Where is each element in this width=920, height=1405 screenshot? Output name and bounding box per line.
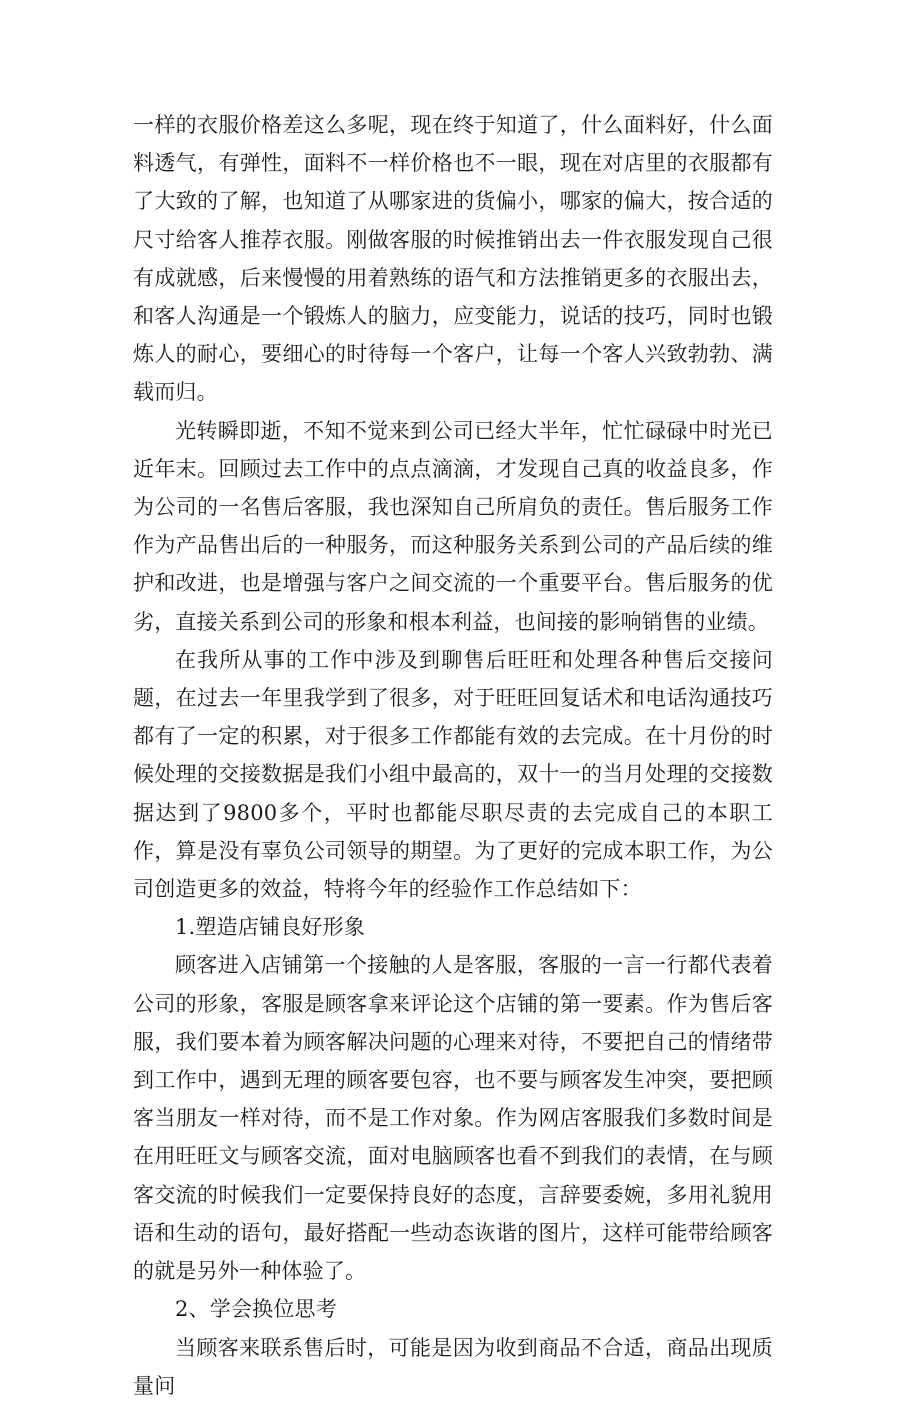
section-heading-store-image: 1.塑造店铺良好形象 xyxy=(175,915,366,940)
paragraph-empathy: 当顾客来联系售后时，可能是因为收到商品不合适，商品出现质量问 xyxy=(133,1335,773,1398)
document-body xyxy=(133,106,773,1405)
section-heading-empathy: 2、学会换位思考 xyxy=(175,1297,337,1322)
paragraph-year-review: 光转瞬即逝，不知不觉来到公司已经大半年，忙忙碌碌中时光已近年末。回顾过去工作中的点点滴滴，才发现自己真的收益良多，作为公司的一名售后客服，我也深知自己所肩负的责任。售后服务工作作为产品售出后的一种服务，而这种服务关系到公司的产品后续的维护和改进，也是增强与客户之间交流的一个重要平台。售后服务的优劣，直接关系到公司的形象和根本利益，也间接的影响销售的业绩。 xyxy=(133,418,773,634)
paragraph-continued: 一样的衣服价格差这么多呢，现在终于知道了，什么面料好，什么面料透气，有弹性，面料不一样价格也不一眼，现在对店里的衣服都有了大致的了解，也知道了从哪家进的货偏小，哪家的偏大，按合适的尺寸给客人推荐衣服。刚做客服的时候推销出去一件衣服发现自己很有成就感，后来慢慢的用着熟练的语气和方法推销更多的衣服出去，和客人沟通是一个锻炼人的脑力，应变能力，说话的技巧，同时也锻炼人的耐心，要细心的时待每一个客户，让每一个客人兴致勃勃、满载而归。 xyxy=(133,113,773,405)
paragraph-store-image: 顾客进入店铺第一个接触的人是客服，客服的一言一行都代表着公司的形象，客服是顾客拿来评论这个店铺的第一要素。作为售后客服，我们要本着为顾客解决问题的心理来对待，不要把自己的情绪带到工作中，遇到无理的顾客要包容，也不要与顾客发生冲突，要把顾客当朋友一样对待，而不是工作对象。作为网店客服我们多数时间是在用旺旺文与顾客交流，面对电脑顾客也看不到我们的表情，在与顾客交流的时候我们一定要保持良好的态度，言辞要委婉，多用礼貌用语和生动的语句，最好搭配一些动态诙谐的图片，这样可能带给顾客的就是另外一种体验了。 xyxy=(133,953,773,1284)
paragraph-work-summary: 在我所从事的工作中涉及到聊售后旺旺和处理各种售后交接问题，在过去一年里我学到了很多，对于旺旺回复话术和电话沟通技巧都有了一定的积累，对于很多工作都能有效的去完成。在十月份的时候处理的交接数据是我们小组中最高的，双十一的当月处理的交接数据达到了9800多个，平时也都能尽职尽责的去完成自己的本职工作，算是没有辜负公司领导的期望。为了更好的完成本职工作，为公司创造更多的效益，特将今年的经验作工作总结如下： xyxy=(133,647,773,902)
